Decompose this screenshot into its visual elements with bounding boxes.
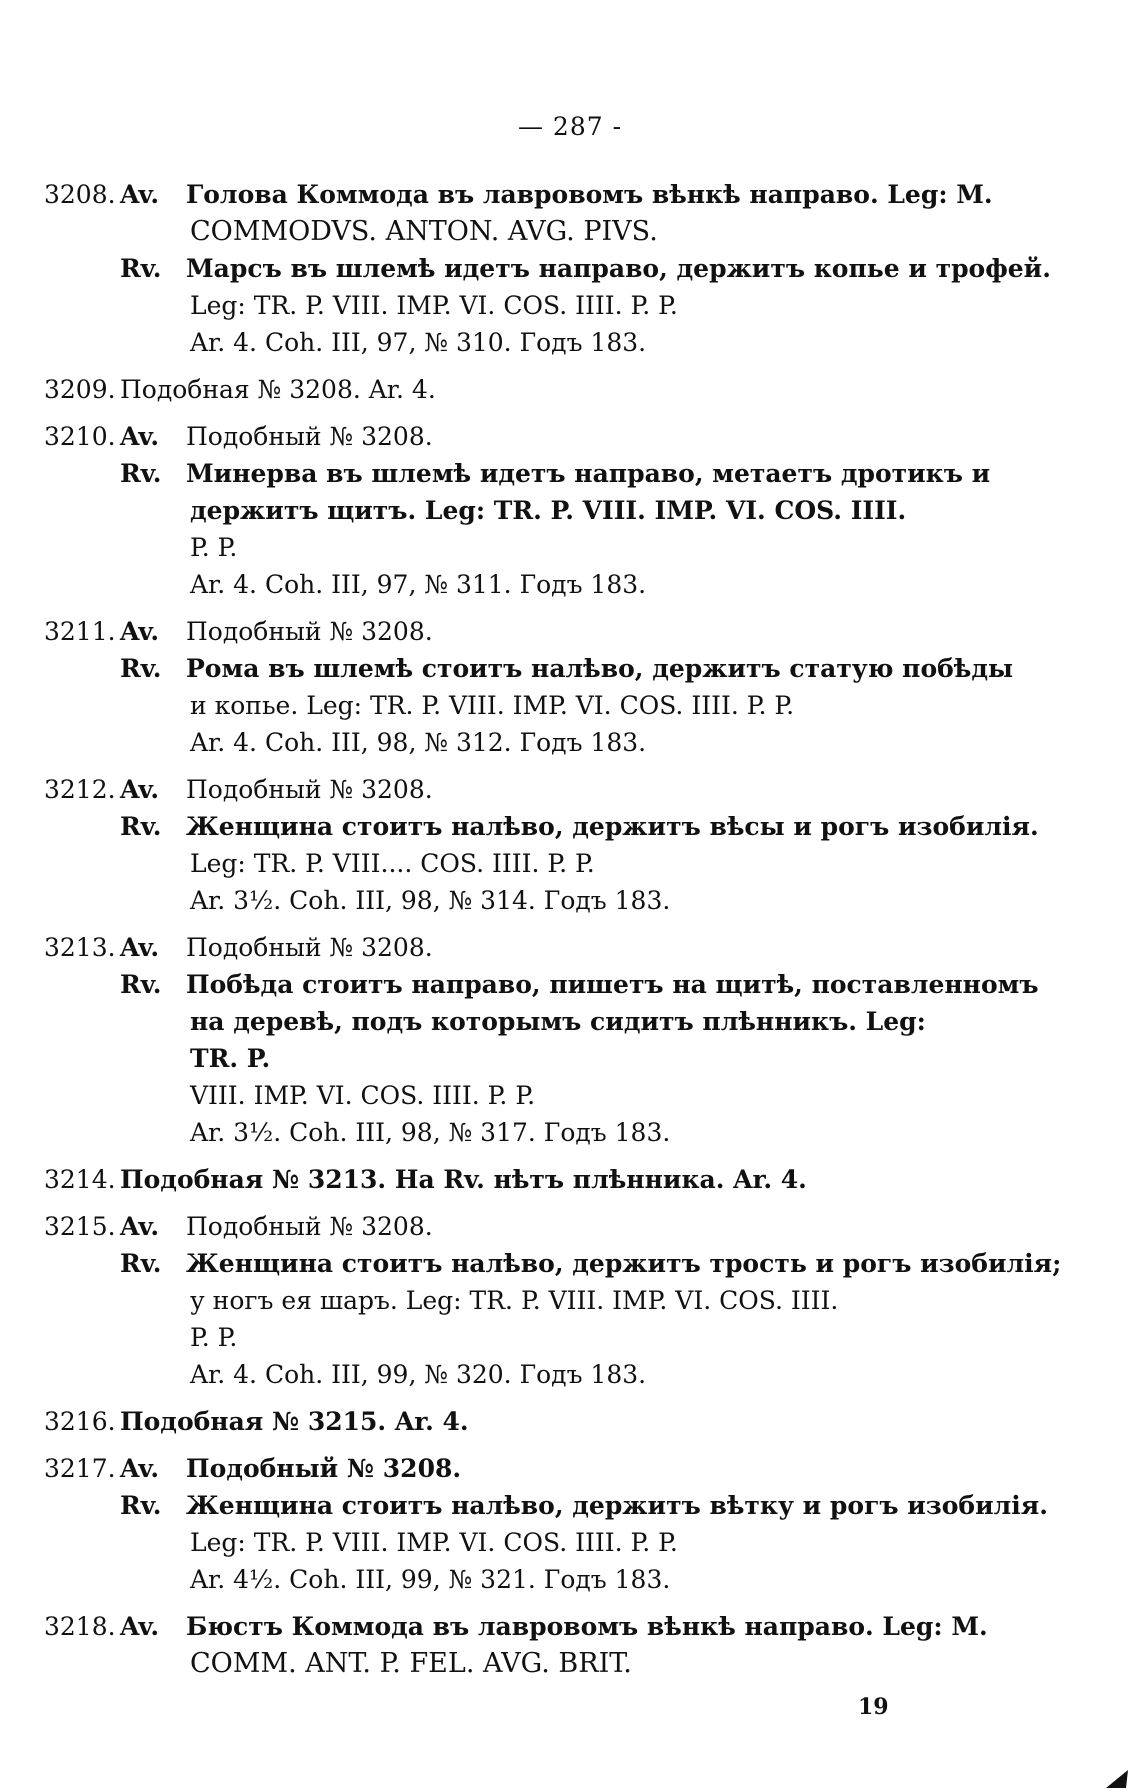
entry-text: Подобная № 3208. Ar. 4. xyxy=(120,375,436,404)
obverse-description: Подобный № 3208. xyxy=(186,617,433,646)
reverse-legend: P. P. xyxy=(190,533,238,562)
reverse-legend: и копье. Leg: TR. P. VIII. IMP. VI. COS. IIII. P. P. xyxy=(190,691,795,720)
reverse-legend: Leg: TR. P. VIII. IMP. VI. COS. IIII. P. P. xyxy=(190,291,678,320)
reverse-tag: Rv. xyxy=(120,459,162,488)
obverse-tag: Av. xyxy=(120,1612,160,1641)
entry-number: 3213. xyxy=(44,933,116,962)
reverse-description: Марсъ въ шлемѣ идетъ направо, держитъ копье и трофей. xyxy=(186,254,1051,283)
reverse-description: Женщина стоитъ налѣво, держитъ вѣтку и рогъ изобилія. xyxy=(186,1491,1048,1520)
reverse-description: Женщина стоитъ налѣво, держитъ трость и рогъ изобилія; xyxy=(186,1249,1062,1278)
reference: Ar. 3½. Coh. III, 98, № 314. Годъ 183. xyxy=(190,886,671,915)
reverse-tag: Rv. xyxy=(120,654,162,683)
obverse-tag: Av. xyxy=(120,933,160,962)
reference: Ar. 4. Coh. III, 97, № 311. Годъ 183. xyxy=(190,570,647,599)
obverse-tag: Av. xyxy=(120,1454,160,1483)
obverse-description: Подобный № 3208. xyxy=(186,933,433,962)
entry-number: 3211. xyxy=(44,617,116,646)
obverse-description: Подобный № 3208. xyxy=(186,775,433,804)
reverse-tag: Rv. xyxy=(120,1249,162,1278)
catalog-entry xyxy=(44,1608,988,1682)
catalog-entry xyxy=(44,176,1051,361)
reference: Ar. 4. Coh. III, 98, № 312. Годъ 183. xyxy=(190,728,647,757)
obverse-tag: Av. xyxy=(120,422,160,451)
reverse-legend: у ногъ ея шаръ. Leg: TR. P. VIII. IMP. VI. COS. IIII. xyxy=(190,1286,839,1315)
reference: Ar. 4. Coh. III, 99, № 320. Годъ 183. xyxy=(190,1360,647,1389)
reverse-description: Минерва въ шлемѣ идетъ направо, метаетъ дротикъ и xyxy=(186,459,991,488)
entry-text: Подобная № 3213. На Rv. нѣтъ плѣнника. Ar. 4. xyxy=(120,1165,807,1194)
reference: Ar. 4½. Coh. III, 99, № 321. Годъ 183. xyxy=(190,1565,671,1594)
entry-number: 3209. xyxy=(44,375,116,404)
catalog-entry xyxy=(44,1161,964,1198)
catalog-entry xyxy=(44,418,991,603)
entry-number: 3218. xyxy=(44,1612,116,1641)
reference: Ar. 4. Coh. III, 97, № 310. Годъ 183. xyxy=(190,328,647,357)
obverse-legend: COMMODVS. ANTON. AVG. PIVS. xyxy=(190,216,658,247)
reverse-description: Побѣда стоитъ направо, пишетъ на щитѣ, поставленномъ xyxy=(186,970,1039,999)
entry-number: 3215. xyxy=(44,1212,116,1241)
obverse-tag: Av. xyxy=(120,1212,160,1241)
entry-number: 3216. xyxy=(44,1407,116,1436)
reverse-tag: Rv. xyxy=(120,254,162,283)
catalog-entry xyxy=(44,371,964,408)
reverse-tag: Rv. xyxy=(120,970,162,999)
catalog-entry xyxy=(44,613,1014,761)
reverse-tag: Rv. xyxy=(120,812,162,841)
entry-text: Подобная № 3215. Ar. 4. xyxy=(120,1407,469,1436)
catalog-entry xyxy=(44,1403,964,1440)
page-corner-mark-icon xyxy=(1102,1760,1132,1790)
reverse-legend: VIII. IMP. VI. COS. IIII. P. P. xyxy=(190,1081,536,1110)
obverse-description: Голова Коммода въ лавровомъ вѣнкѣ направо. Leg: M. xyxy=(186,180,993,209)
obverse-description: Подобный № 3208. xyxy=(186,422,433,451)
entry-number: 3208. xyxy=(44,180,116,209)
catalog-entry xyxy=(44,771,1039,919)
reference: Ar. 3½. Coh. III, 98, № 317. Годъ 183. xyxy=(190,1118,671,1147)
catalog-entry xyxy=(44,1208,1062,1393)
entry-number: 3210. xyxy=(44,422,116,451)
entry-number: 3212. xyxy=(44,775,116,804)
catalog-entries xyxy=(44,176,1062,1692)
obverse-legend: COMM. ANT. P. FEL. AVG. BRIT. xyxy=(190,1648,632,1679)
obverse-tag: Av. xyxy=(120,180,160,209)
reverse-legend: Leg: TR. P. VIII.... COS. IIII. P. P. xyxy=(190,849,595,878)
obverse-tag: Av. xyxy=(120,775,160,804)
reverse-legend-cont: P. P. xyxy=(190,1323,238,1352)
reverse-tag: Rv. xyxy=(120,1491,162,1520)
obverse-tag: Av. xyxy=(120,617,160,646)
reverse-legend: Leg: TR. P. VIII. IMP. VI. COS. IIII. P. P. xyxy=(190,1528,678,1557)
signature-mark: 19 xyxy=(858,1694,889,1720)
reverse-description: Рома въ шлемѣ стоитъ налѣво, держитъ статую побѣды xyxy=(186,654,1014,683)
obverse-description: Бюстъ Коммода въ лавровомъ вѣнкѣ направо. Leg: M. xyxy=(186,1612,988,1641)
entry-number: 3217. xyxy=(44,1454,116,1483)
entry-number: 3214. xyxy=(44,1165,116,1194)
reverse-description-cont: держитъ щитъ. Leg: TR. P. VIII. IMP. VI. COS. IIII. xyxy=(190,496,907,525)
page-number: — 287 - xyxy=(517,112,623,141)
obverse-description: Подобный № 3208. xyxy=(186,1454,462,1483)
reverse-description-cont: на деревѣ, подъ которымъ сидитъ плѣнникъ. Leg: TR. P. xyxy=(190,1007,926,1073)
catalog-entry xyxy=(44,929,1039,1151)
reverse-description: Женщина стоитъ налѣво, держитъ вѣсы и рогъ изобилія. xyxy=(186,812,1039,841)
catalog-entry xyxy=(44,1450,1048,1598)
obverse-description: Подобный № 3208. xyxy=(186,1212,433,1241)
